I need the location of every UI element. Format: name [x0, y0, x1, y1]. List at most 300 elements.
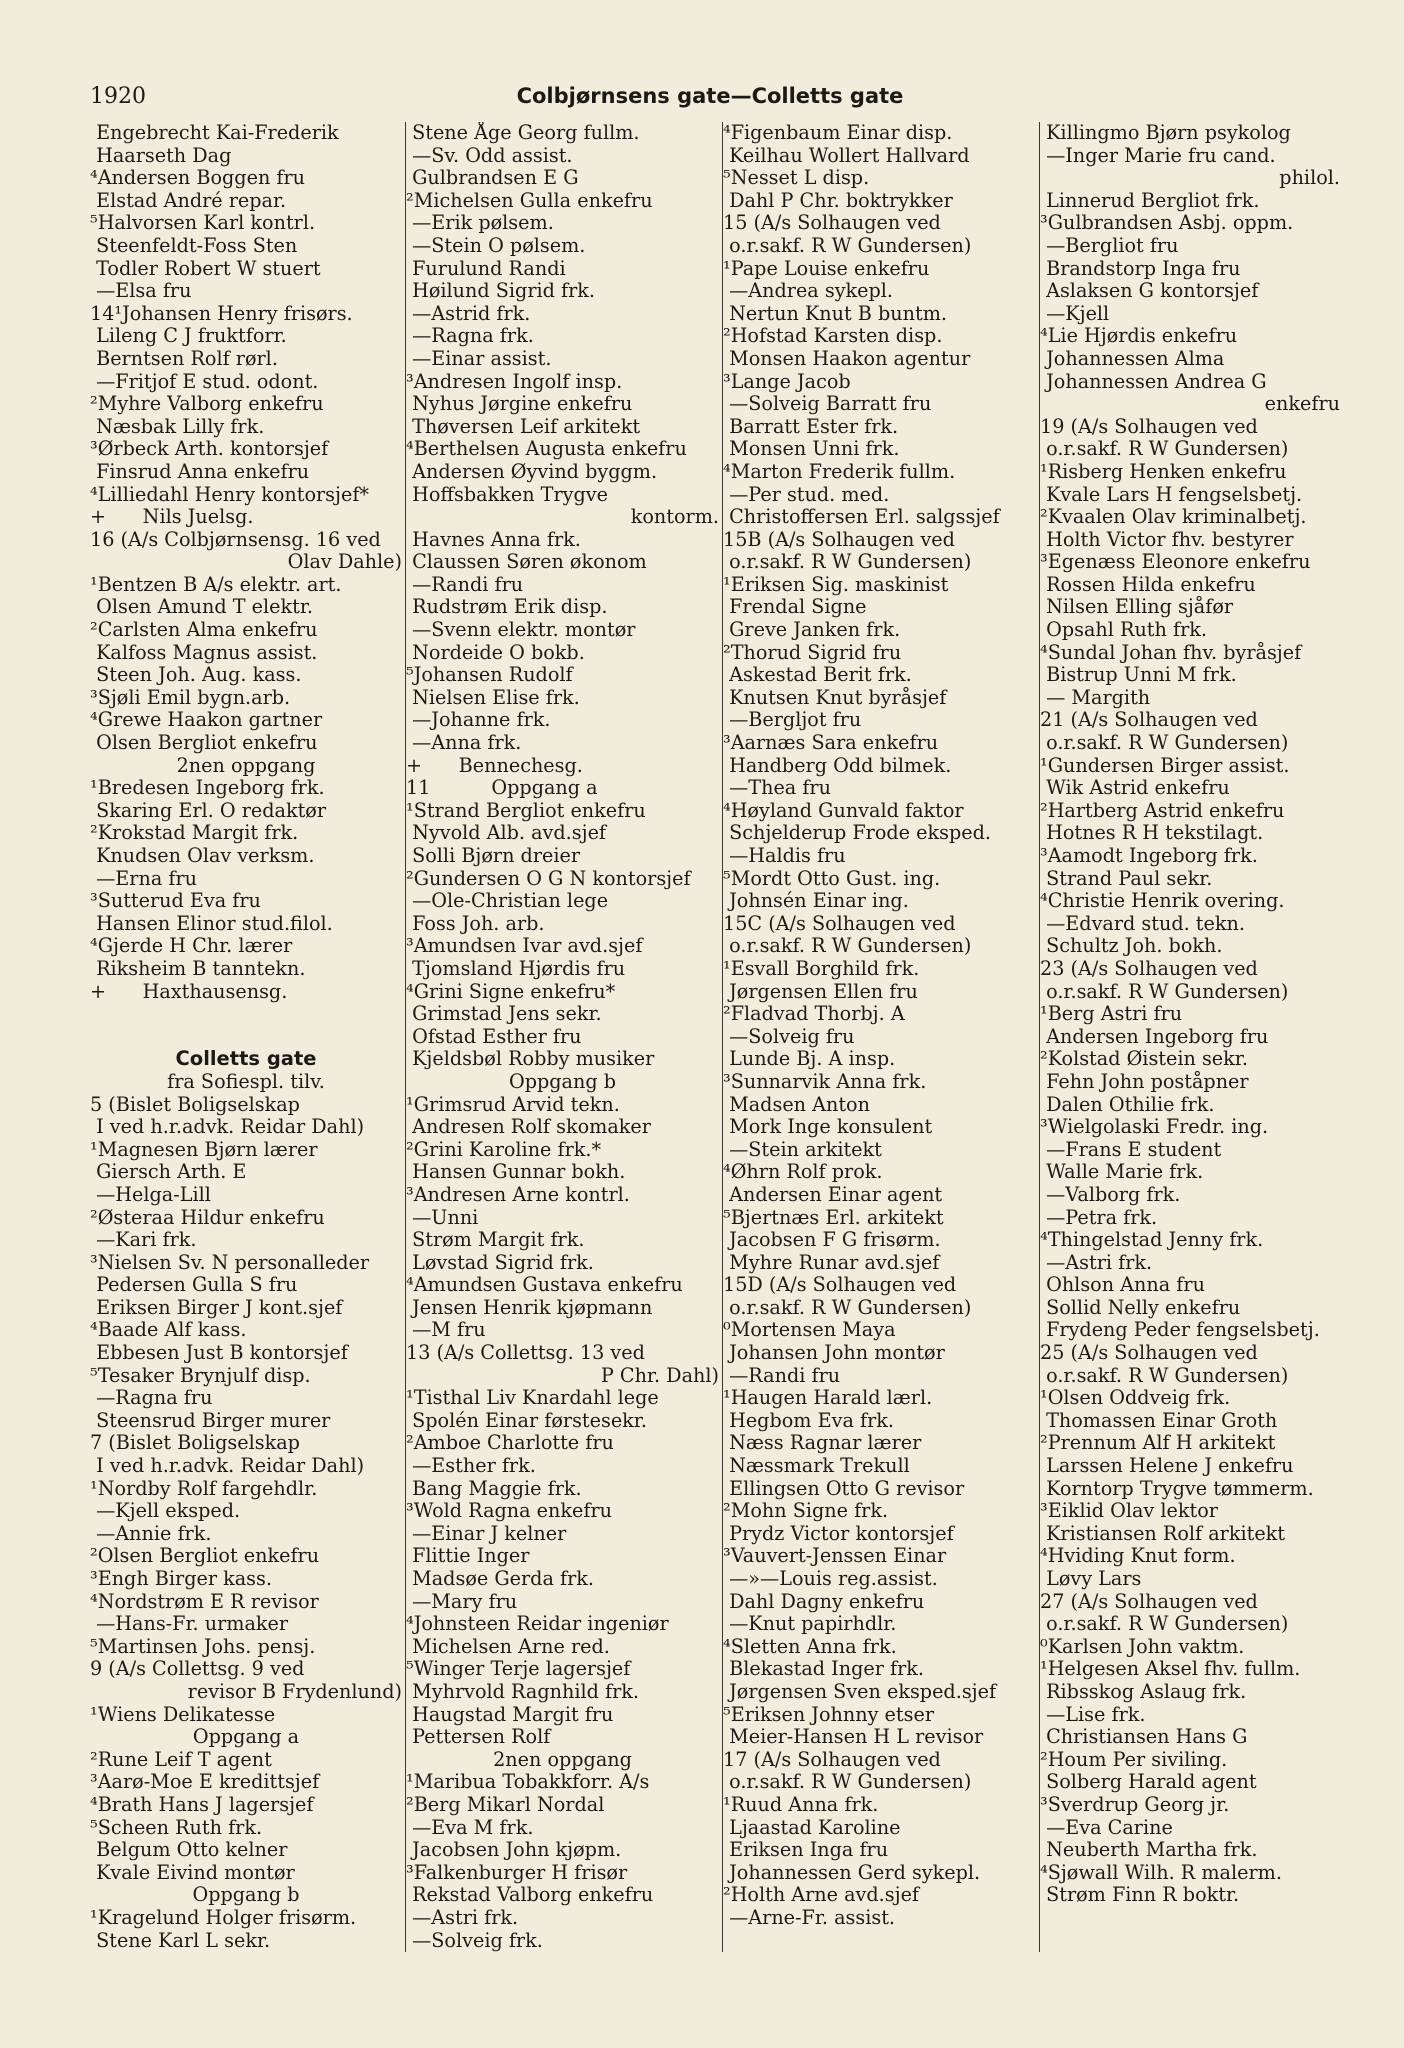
directory-entry: ⁴Lilliedahl Henry kontorsjef* — [90, 483, 370, 506]
directory-entry: 25 (A/s Solhaugen ved — [1040, 1342, 1258, 1365]
directory-entry: 27 (A/s Solhaugen ved — [1040, 1590, 1258, 1613]
directory-entry: o.r.sakf. R W Gundersen) — [723, 234, 972, 257]
directory-entry: —Thea fru — [723, 777, 831, 800]
directory-entry: ³Sjøli Emil bygn.arb. — [90, 686, 291, 709]
directory-entry: Ohlson Anna fru — [1040, 1274, 1205, 1297]
directory-entry: ⁴Grewe Haakon gartner — [90, 709, 323, 732]
directory-entry: Hansen Gunnar bokh. — [406, 1161, 626, 1184]
directory-entry: ²Amboe Charlotte fru — [406, 1432, 614, 1455]
directory-entry: —Bergljot fru — [723, 709, 862, 732]
directory-entry: Olsen Bergliot enkefru — [90, 732, 318, 755]
directory-entry: o.r.sakf. R W Gundersen) — [1040, 980, 1289, 1003]
directory-entry: ⁵Johansen Rudolf — [406, 664, 573, 687]
directory-entry: Holth Victor fhv. bestyrer — [1040, 528, 1294, 551]
directory-entry: ¹Magnesen Bjørn lærer — [90, 1138, 318, 1161]
directory-entry: ³Gulbrandsen Asbj. oppm. — [1040, 212, 1294, 235]
directory-entry: Johannessen Alma — [1040, 347, 1225, 370]
directory-entry: ³Sverdrup Georg jr. — [1040, 1793, 1230, 1816]
directory-entry: —Solveig Barratt fru — [723, 393, 932, 416]
directory-entry: Johannessen Gerd sykepl. — [723, 1861, 981, 1884]
directory-entry: Sollid Nelly enkefru — [1040, 1296, 1241, 1319]
directory-entry: Myhre Runar avd.sjef — [723, 1251, 940, 1274]
directory-entry: —Solveig frk. — [406, 1929, 543, 1952]
directory-entry: Løvstad Sigrid frk. — [406, 1251, 594, 1274]
directory-entry: Neuberth Martha frk. — [1040, 1839, 1258, 1862]
directory-entry: Grimstad Jens sekr. — [406, 1003, 602, 1026]
directory-entry: ¹Tisthal Liv Knardahl lege — [406, 1387, 659, 1410]
directory-entry: Tjomsland Hjørdis fru — [406, 957, 626, 980]
directory-entry: Frydeng Peder fengselsbetj. — [1040, 1319, 1320, 1342]
directory-entry: ²Fladvad Thorbj. A — [723, 1003, 905, 1026]
directory-entry: ¹Gundersen Birger assist. — [1040, 754, 1290, 777]
directory-entry: ³Amundsen Ivar avd.sjef — [406, 935, 643, 958]
directory-entry: ²Kvaalen Olav kriminalbetj. — [1040, 506, 1307, 529]
directory-entry: Hotnes R H tekstilagt. — [1040, 822, 1264, 845]
directory-entry: Kalfoss Magnus assist. — [90, 641, 318, 664]
directory-entry: ³Egenæss Eleonore enkefru — [1040, 551, 1311, 574]
directory-entry: ¹Olsen Oddveig frk. — [1040, 1387, 1231, 1410]
directory-entry: Hansen Elinor stud.filol. — [90, 912, 333, 935]
directory-entry — [90, 1026, 402, 1049]
directory-entry: ⁴Andersen Boggen fru — [90, 167, 306, 190]
directory-entry: Olav Dahle) — [287, 551, 402, 574]
directory-entry: ¹Risberg Henken enkefru — [1040, 460, 1287, 483]
directory-entry: ⁴Høyland Gunvald faktor — [723, 799, 964, 822]
directory-entry: Steensrud Birger murer — [90, 1409, 331, 1432]
directory-entry: Andresen Rolf skomaker — [406, 1116, 651, 1139]
directory-entry: o.r.sakf. R W Gundersen) — [1040, 438, 1289, 461]
directory-entry: Olsen Amund T elektr. — [90, 596, 314, 619]
directory-entry: Lunde Bj. A insp. — [723, 1048, 896, 1071]
directory-entry: —Helga-Lill — [90, 1183, 211, 1206]
directory-entry: ⁴Hviding Knut form. — [1040, 1545, 1236, 1568]
directory-entry: I ved h.r.advk. Reidar Dahl) — [90, 1455, 365, 1478]
directory-entry: ⁵Eriksen Johnny etser — [723, 1703, 934, 1726]
page-header — [90, 84, 1330, 116]
directory-entry: —Mary fru — [406, 1590, 518, 1613]
directory-entry: Haugstad Margit fru — [406, 1703, 614, 1726]
directory-entry: —Andrea sykepl. — [723, 280, 894, 303]
directory-entry: Thøversen Leif arkitekt — [406, 415, 641, 438]
directory-entry: —Astri frk. — [1040, 1251, 1153, 1274]
directory-entry: ⁴Christie Henrik overing. — [1040, 890, 1285, 913]
directory-entry: ⁵Winger Terje lagersjef — [406, 1658, 631, 1681]
directory-entry: ³Lange Jacob — [723, 370, 851, 393]
directory-entry: o.r.sakf. R W Gundersen) — [723, 1296, 972, 1319]
directory-entry: —»—Louis reg.assist. — [723, 1568, 938, 1590]
directory-entry: Greve Janken frk. — [723, 619, 901, 642]
directory-entry: ²Rune Leif T agent — [90, 1748, 272, 1771]
directory-entry: Oppgang b — [192, 1884, 300, 1907]
directory-entry: —Astrid frk. — [406, 302, 531, 325]
directory-entry: ⁴Baade Alf kass. — [90, 1319, 247, 1342]
directory-entry: ²Thorud Sigrid fru — [723, 641, 902, 664]
directory-entry: Schjelderup Frode eksped. — [723, 822, 991, 845]
directory-entry: ⁴Sletten Anna frk. — [723, 1635, 897, 1658]
directory-entry: ²Houm Per siviling. — [1040, 1748, 1228, 1771]
directory-entry: Nyvold Alb. avd.sjef — [406, 822, 607, 845]
directory-entry: Strøm Margit frk. — [406, 1229, 585, 1252]
directory-entry: Askestad Berit frk. — [723, 664, 912, 687]
directory-entry: Ellingsen Otto G revisor — [723, 1477, 965, 1500]
directory-column-1 — [90, 122, 402, 1952]
directory-entry: Pettersen Rolf — [406, 1726, 551, 1749]
directory-entry: 19 (A/s Solhaugen ved — [1040, 415, 1258, 438]
directory-entry: + Haxthausensg. — [90, 980, 288, 1003]
directory-entry: ⁵Halvorsen Karl kontrl. — [90, 212, 316, 235]
directory-column-3 — [723, 122, 1038, 1952]
directory-entry: Finsrud Anna enkefru — [90, 460, 310, 483]
directory-entry: + Nils Juelsg. — [90, 506, 254, 529]
directory-entry: ⁴Gjerde H Chr. lærer — [90, 935, 293, 958]
directory-entry: Linnerud Bergliot frk. — [1040, 189, 1260, 212]
directory-entry: —Svenn elektr. montør — [406, 619, 636, 642]
directory-entry: Wik Astrid enkefru — [1040, 777, 1230, 800]
directory-entry: o.r.sakf. R W Gundersen) — [1040, 1613, 1289, 1636]
directory-entry: —Elsa fru — [90, 280, 192, 303]
directory-entry: Eriksen Inga fru — [723, 1839, 889, 1862]
directory-entry: Kvale Eivind montør — [90, 1861, 295, 1884]
directory-entry: philol. — [1279, 167, 1340, 190]
directory-entry: ⁴Nordstrøm E R revisor — [90, 1590, 319, 1613]
directory-entry: ³Eiklid Olav lektor — [1040, 1500, 1218, 1523]
directory-entry: ³Aamodt Ingeborg frk. — [1040, 845, 1258, 867]
directory-entry: Oppgang a — [192, 1726, 300, 1749]
directory-entry: ²Olsen Bergliot enkefru — [90, 1545, 320, 1568]
directory-entry: Dahl P Chr. boktrykker — [723, 189, 953, 212]
directory-entry: —Johanne frk. — [406, 709, 551, 732]
directory-entry: ¹Eriksen Sig. maskinist — [723, 573, 949, 596]
directory-entry: Næsbak Lilly frk. — [90, 415, 265, 438]
directory-entry: Eriksen Birger J kont.sjef — [90, 1296, 343, 1319]
directory-entry: ⁵Mordt Otto Gust. ing. — [723, 867, 941, 890]
directory-entry: ³Wold Ragna enkefru — [406, 1500, 613, 1523]
directory-entry: —Per stud. med. — [723, 483, 890, 506]
directory-entry: ¹Maribua Tobakkforr. A/s — [406, 1771, 650, 1794]
directory-entry: ²Berg Mikarl Nordal — [406, 1793, 605, 1816]
directory-entry: Giersch Arth. E — [90, 1161, 247, 1184]
directory-entry: ¹Bredesen Ingeborg frk. — [90, 777, 325, 800]
directory-entry: Andersen Einar agent — [723, 1183, 943, 1206]
directory-entry: Jacobsen John kjøpm. — [406, 1839, 622, 1862]
directory-entry — [90, 1003, 402, 1026]
directory-entry: Riksheim B tanntekn. — [90, 957, 306, 980]
directory-entry: Frendal Signe — [723, 596, 867, 619]
directory-entry: —Kjell eksped. — [90, 1500, 241, 1523]
directory-columns — [90, 122, 1340, 1952]
directory-entry: ²Prennum Alf H arkitekt — [1040, 1432, 1276, 1455]
directory-entry: 15B (A/s Solhaugen ved — [723, 528, 955, 551]
directory-entry: 7 (Bislet Boligselskap — [90, 1432, 300, 1455]
directory-entry: Engebrecht Kai-Frederik — [90, 122, 339, 144]
directory-entry: Ofstad Esther fru — [406, 1025, 582, 1048]
directory-entry: ³Aarnæs Sara enkefru — [723, 732, 939, 755]
directory-entry: ⁴Sjøwall Wilh. R malerm. — [1040, 1861, 1282, 1884]
directory-entry: —Kari frk. — [90, 1229, 197, 1252]
directory-entry: Stene Åge Georg fullm. — [406, 122, 640, 144]
directory-entry: —Annie frk. — [90, 1522, 212, 1545]
directory-entry: Madsøe Gerda frk. — [406, 1568, 594, 1590]
directory-entry: Spolén Einar førstesekr. — [406, 1409, 647, 1432]
directory-entry: Bang Maggie frk. — [406, 1477, 582, 1500]
directory-entry: Jensen Henrik kjøpmann — [406, 1296, 653, 1319]
directory-entry: — Margith — [1040, 686, 1151, 709]
directory-entry: —Edvard stud. tekn. — [1040, 912, 1245, 935]
directory-entry: ⁰Karlsen John vaktm. — [1040, 1635, 1245, 1658]
directory-entry: ¹Ruud Anna frk. — [723, 1793, 879, 1816]
directory-entry: Gulbrandsen E G — [406, 167, 579, 190]
directory-entry: —Erna fru — [90, 867, 197, 890]
directory-entry: Schultz Joh. bokh. — [1040, 935, 1223, 958]
directory-entry: Steenfeldt-Foss Sten — [90, 234, 298, 257]
directory-entry: Jacobsen F G frisørm. — [723, 1229, 941, 1252]
directory-entry: Ebbesen Just B kontorsjef — [90, 1342, 348, 1365]
directory-entry: —Bergliot fru — [1040, 234, 1179, 257]
directory-entry: —Valborg frk. — [1040, 1183, 1181, 1206]
directory-entry: 5 (Bislet Boligselskap — [90, 1093, 300, 1116]
directory-entry: 2nen oppgang — [493, 1748, 632, 1771]
street-heading: Colletts gate — [175, 1048, 317, 1071]
directory-entry: ⁴Sundal Johan fhv. byråsjef — [1040, 641, 1302, 664]
directory-entry: ¹Helgesen Aksel fhv. fullm. — [1040, 1658, 1301, 1681]
directory-entry: Bistrup Unni M frk. — [1040, 664, 1237, 687]
directory-entry: ⁴Øhrn Rolf prok. — [723, 1161, 883, 1184]
directory-entry: Rossen Hilda enkefru — [1040, 573, 1256, 596]
directory-entry: kontorm. — [630, 506, 719, 529]
directory-entry: Johnsén Einar ing. — [723, 890, 909, 913]
directory-entry: 14¹Johansen Henry frisørs. — [90, 302, 353, 325]
directory-entry: ⁴Grini Signe enkefru* — [406, 980, 616, 1003]
directory-entry: ³Sutterud Eva fru — [90, 890, 261, 913]
directory-entry: —Hans-Fr. urmaker — [90, 1613, 289, 1636]
directory-entry: Michelsen Arne red. — [406, 1635, 610, 1658]
directory-entry: ²Hofstad Karsten disp. — [723, 325, 943, 348]
directory-entry: ⁴Thingelstad Jenny frk. — [1040, 1229, 1264, 1252]
directory-entry: o.r.sakf. R W Gundersen) — [723, 551, 972, 574]
directory-entry: Barratt Ester frk. — [723, 415, 899, 438]
directory-entry: —Lise frk. — [1040, 1703, 1146, 1726]
directory-entry: ⁵Martinsen Johs. pensj. — [90, 1635, 316, 1658]
directory-entry: ⁵Scheen Ruth frk. — [90, 1816, 263, 1839]
directory-entry: Strand Paul sekr. — [1040, 867, 1213, 890]
directory-entry: Stene Karl L sekr. — [90, 1929, 271, 1952]
directory-entry: ¹Berg Astri fru — [1040, 1003, 1183, 1026]
directory-entry: Rudstrøm Erik disp. — [406, 596, 608, 619]
directory-entry: Kvale Lars H fengselsbetj. — [1040, 483, 1303, 506]
directory-entry: —Eva M frk. — [406, 1816, 534, 1839]
directory-entry: ³Nielsen Sv. N personalleder — [90, 1251, 370, 1274]
directory-entry: ²Østeraa Hildur enkefru — [90, 1206, 325, 1229]
directory-entry: Dalen Othilie frk. — [1040, 1093, 1215, 1116]
directory-entry: Kristiansen Rolf arkitekt — [1040, 1522, 1286, 1545]
directory-entry: —Esther frk. — [406, 1455, 536, 1478]
directory-entry: Handberg Odd bilmek. — [723, 754, 952, 777]
directory-entry: —Ole-Christian lege — [406, 890, 609, 913]
directory-entry: ⁴Johnsteen Reidar ingeniør — [406, 1613, 669, 1636]
directory-entry: Ribsskog Aslaug frk. — [1040, 1680, 1247, 1703]
directory-entry: o.r.sakf. R W Gundersen) — [723, 935, 972, 958]
directory-entry: —Ragna frk. — [406, 325, 534, 348]
directory-entry: ⁴Figenbaum Einar disp. — [723, 122, 953, 144]
directory-entry: ¹Esvall Borghild frk. — [723, 957, 920, 980]
directory-entry: enkefru — [1264, 393, 1340, 416]
directory-entry: Knutsen Knut byråsjef — [723, 686, 947, 709]
directory-entry: ⁴Amundsen Gustava enkefru — [406, 1274, 683, 1297]
directory-entry: —Petra frk. — [1040, 1206, 1158, 1229]
directory-entry: fra Sofiespl. tilv. — [167, 1070, 325, 1093]
directory-entry: ²Carlsten Alma enkefru — [90, 619, 318, 642]
directory-entry: Claussen Søren økonom — [406, 551, 647, 574]
directory-entry: Elstad André repar. — [90, 189, 287, 212]
directory-entry: 2nen oppgang — [176, 754, 316, 777]
directory-entry: 15D (A/s Solhaugen ved — [723, 1274, 957, 1297]
directory-entry: Monsen Haakon agentur — [723, 347, 971, 370]
directory-entry: Strøm Finn R boktr. — [1040, 1884, 1240, 1907]
directory-entry: Haarseth Dag — [90, 144, 232, 167]
directory-entry: ³Aarø-Moe E kredittsjef — [90, 1771, 320, 1794]
directory-entry: Myhrvold Ragnhild frk. — [406, 1680, 640, 1703]
directory-entry: 21 (A/s Solhaugen ved — [1040, 709, 1258, 732]
directory-entry: 9 (A/s Collettsg. 9 ved — [90, 1658, 305, 1681]
directory-entry: ¹Bentzen B A/s elektr. art. — [90, 573, 342, 596]
directory-entry: ⁴Brath Hans J lagersjef — [90, 1793, 314, 1816]
directory-entry: Andersen Ingeborg fru — [1040, 1025, 1269, 1048]
page-number: 1920 — [90, 84, 146, 109]
directory-entry: Knudsen Olav verksm. — [90, 845, 315, 867]
directory-entry: Aslaksen G kontorsjef — [1040, 280, 1259, 303]
directory-entry: —Einar J kelner — [406, 1522, 567, 1545]
directory-entry: —Fritjof E stud. odont. — [90, 370, 319, 393]
directory-entry: Solli Bjørn dreier — [406, 845, 581, 867]
directory-entry: Hegbom Eva frk. — [723, 1409, 894, 1432]
directory-entry: Fehn John poståpner — [1040, 1070, 1249, 1093]
directory-column-2 — [406, 122, 719, 1952]
directory-entry: Todler Robert W stuert — [90, 257, 321, 280]
directory-entry: ²Michelsen Gulla enkefru — [406, 189, 653, 212]
directory-entry: ²Grini Karoline frk.* — [406, 1138, 602, 1161]
directory-entry: Larssen Helene J enkefru — [1040, 1455, 1294, 1478]
directory-entry: Madsen Anton — [723, 1093, 870, 1116]
directory-entry: Nertun Knut B buntm. — [723, 302, 948, 325]
directory-entry: ¹Pape Louise enkefru — [723, 257, 930, 280]
directory-entry: Dahl Dagny enkefru — [723, 1590, 925, 1613]
directory-entry: ⁰Mortensen Maya — [723, 1319, 896, 1342]
directory-entry: Monsen Unni frk. — [723, 438, 900, 461]
directory-entry: Keilhau Wollert Hallvard — [723, 144, 970, 167]
directory-entry: 16 (A/s Colbjørnsensg. 16 ved — [90, 528, 381, 551]
directory-entry: —Stein O pølsem. — [406, 234, 586, 257]
directory-entry: ⁵Tesaker Brynjulf disp. — [90, 1364, 311, 1387]
directory-entry: o.r.sakf. R W Gundersen) — [1040, 732, 1289, 755]
directory-entry: Belgum Otto kelner — [90, 1839, 288, 1862]
directory-entry: —Kjell — [1040, 302, 1110, 325]
directory-entry: Nyhus Jørgine enkefru — [406, 393, 633, 416]
directory-entry: Mork Inge konsulent — [723, 1116, 933, 1139]
directory-entry: —Unni — [406, 1206, 479, 1229]
directory-entry: ²Krokstad Margit frk. — [90, 822, 299, 845]
directory-entry: Næssmark Trekull — [723, 1455, 910, 1478]
directory-entry: ²Hartberg Astrid enkefru — [1040, 799, 1285, 822]
directory-entry: Brandstorp Inga fru — [1040, 257, 1241, 280]
directory-entry: ³Engh Birger kass. — [90, 1568, 272, 1590]
directory-entry: ¹Nordby Rolf fargehdlr. — [90, 1477, 318, 1500]
directory-entry: Hoffsbakken Trygve — [406, 483, 608, 506]
directory-entry: I ved h.r.advk. Reidar Dahl) — [90, 1116, 365, 1139]
directory-entry: Johansen John montør — [723, 1342, 945, 1365]
directory-entry: Steen Joh. Aug. kass. — [90, 664, 302, 687]
directory-entry: o.r.sakf. R W Gundersen) — [1040, 1364, 1289, 1387]
directory-entry: ¹Strand Bergliot enkefru — [406, 799, 646, 822]
directory-entry: Berntsen Rolf rørl. — [90, 347, 278, 370]
directory-entry: ³Andresen Ingolf insp. — [406, 370, 623, 393]
directory-entry: Furulund Randi — [406, 257, 566, 280]
directory-entry: Pedersen Gulla S fru — [90, 1274, 298, 1297]
directory-entry: Kjeldsbøl Robby musiker — [406, 1048, 655, 1071]
directory-entry: ²Mohn Signe frk. — [723, 1500, 889, 1523]
directory-entry: Jørgensen Ellen fru — [723, 980, 918, 1003]
directory-entry: —Knut papirhdlr. — [723, 1613, 897, 1636]
directory-entry: Oppgang b — [508, 1070, 617, 1093]
directory-entry: —Erik pølsem. — [406, 212, 554, 235]
directory-entry: ⁴Marton Frederik fullm. — [723, 460, 956, 483]
directory-entry: revisor B Frydenlund) — [187, 1680, 402, 1703]
directory-entry: Nordeide O bokb. — [406, 641, 585, 664]
directory-entry: Christiansen Hans G — [1040, 1726, 1248, 1749]
directory-entry: 15C (A/s Solhaugen ved — [723, 912, 956, 935]
directory-entry: ²Kolstad Øistein sekr. — [1040, 1048, 1248, 1071]
directory-entry: Meier-Hansen H L revisor — [723, 1726, 984, 1749]
directory-entry: —Astri frk. — [406, 1906, 519, 1929]
directory-entry: Rekstad Valborg enkefru — [406, 1884, 654, 1907]
directory-entry: Foss Joh. arb. — [406, 912, 545, 935]
directory-entry: —Anna frk. — [406, 732, 522, 755]
directory-entry: Jørgensen Sven eksped.sjef — [723, 1680, 997, 1703]
directory-entry: —Solveig fru — [723, 1025, 855, 1048]
directory-column-4 — [1040, 122, 1340, 1952]
directory-entry: ³Sunnarvik Anna frk. — [723, 1070, 927, 1093]
directory-entry: Flittie Inger — [406, 1545, 530, 1568]
directory-entry: Havnes Anna frk. — [406, 528, 581, 551]
directory-entry: Thomassen Einar Groth — [1040, 1409, 1278, 1432]
directory-entry: Høilund Sigrid frk. — [406, 280, 596, 303]
directory-entry: —Sv. Odd assist. — [406, 144, 573, 167]
directory-entry: + Bennechesg. — [406, 754, 583, 777]
directory-entry: ¹Grimsrud Arvid tekn. — [406, 1093, 620, 1116]
directory-entry: o.r.sakf. R W Gundersen) — [723, 1771, 972, 1794]
directory-entry: ⁵Nesset L disp. — [723, 167, 870, 190]
directory-entry: Lileng C J fruktforr. — [90, 325, 287, 348]
directory-entry: 17 (A/s Solhaugen ved — [723, 1748, 941, 1771]
directory-entry: —Arne-Fr. assist. — [723, 1906, 896, 1929]
directory-entry: ³Falkenburger H frisør — [406, 1861, 628, 1884]
directory-entry: Opsahl Ruth frk. — [1040, 619, 1207, 642]
directory-entry: ⁴Berthelsen Augusta enkefru — [406, 438, 687, 461]
directory-entry: Johannessen Andrea G — [1040, 370, 1267, 393]
directory-entry: —Ragna fru — [90, 1387, 213, 1410]
directory-entry: ³Vauvert-Jenssen Einar — [723, 1545, 947, 1568]
directory-entry: —Haldis fru — [723, 845, 846, 867]
directory-entry: Løvy Lars — [1040, 1568, 1142, 1590]
directory-entry: ⁵Bjertnæs Erl. arkitekt — [723, 1206, 944, 1229]
directory-entry: ²Holth Arne avd.sjef — [723, 1884, 920, 1907]
directory-entry: ³Ørbeck Arth. kontorsjef — [90, 438, 329, 461]
directory-entry: 23 (A/s Solhaugen ved — [1040, 957, 1258, 980]
directory-entry: Prydz Victor kontorsjef — [723, 1522, 954, 1545]
directory-entry: Nilsen Elling sjåfør — [1040, 596, 1234, 619]
directory-entry: ¹Kragelund Holger frisørm. — [90, 1906, 357, 1929]
directory-entry: ⁴Lie Hjørdis enkefru — [1040, 325, 1238, 348]
directory-entry: ²Gundersen O G N kontorsjef — [406, 867, 691, 890]
